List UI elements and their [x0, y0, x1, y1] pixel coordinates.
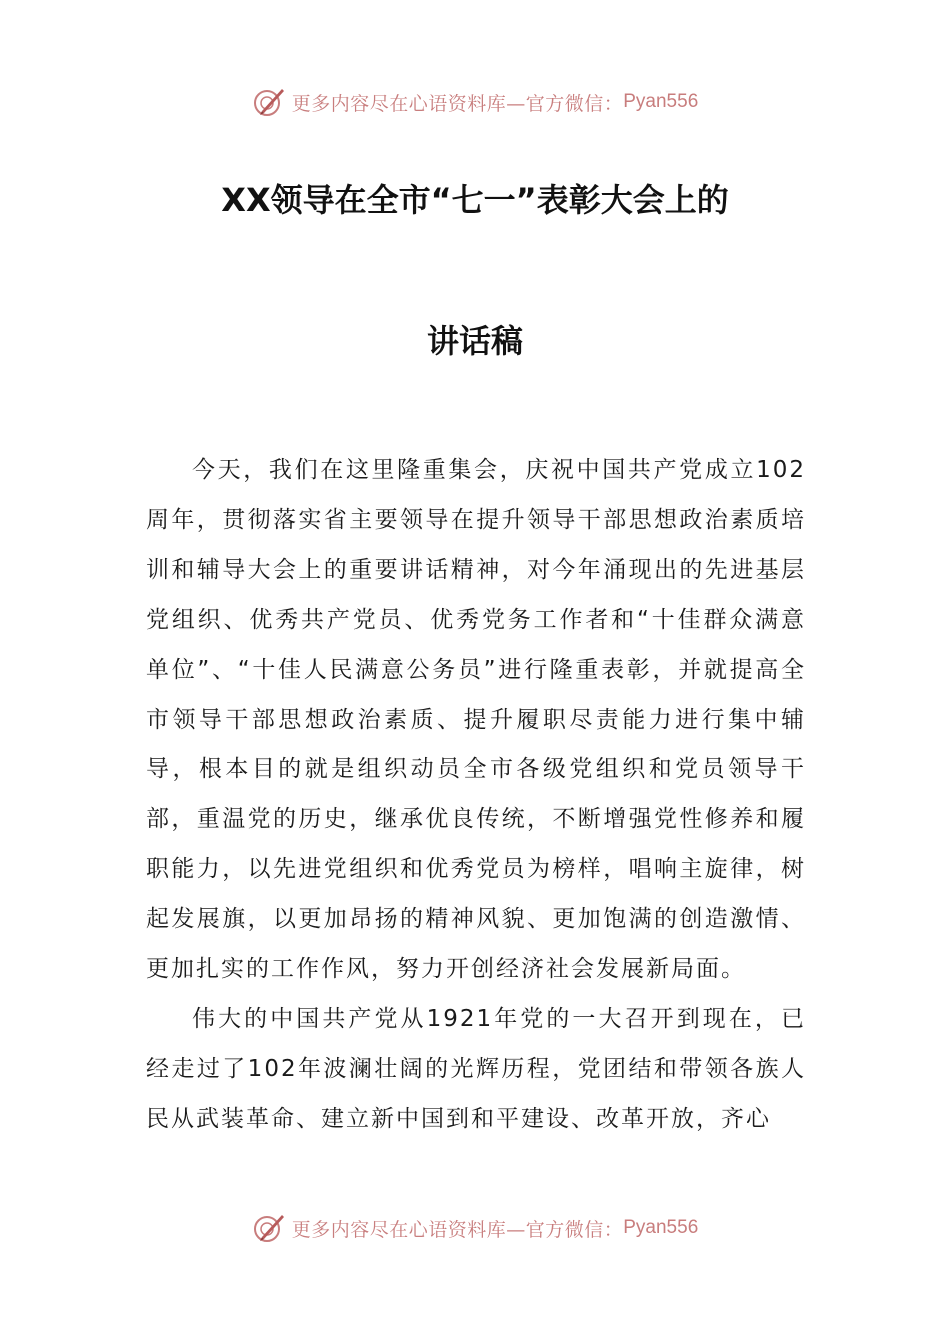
watermark-text: 更多内容尽在心语资料库—官方微信：: [291, 1218, 624, 1241]
watermark-text: 更多内容尽在心语资料库—官方微信：: [291, 92, 624, 115]
pen-logo-icon: [252, 85, 286, 119]
document-title-line-2: 讲话稿: [426, 322, 523, 360]
watermark-header: [0, 82, 950, 122]
document-title-line-1: XX领导在全市“七一”表彰大会上的: [221, 181, 729, 219]
watermark-wechat-id: Pyan556: [623, 91, 699, 112]
paragraph: 伟大的中国共产党从1921年党的一大召开到现在，已经走过了102年波澜壮阔的光辉历程，党团结和带领各族人民从武装革命、建立新中国到和平建设、改革开放，齐心: [146, 1005, 806, 1132]
pen-logo-icon: [252, 1211, 286, 1245]
document-body: [146, 446, 806, 1145]
watermark-footer: [0, 1208, 950, 1248]
paragraph: 今天，我们在这里隆重集会，庆祝中国共产党成立102周年，贯彻落实省主要领导在提升领导干部思想政治素质培训和辅导大会上的重要讲话精神，对今年涌现出的先进基层党组织、优秀共产党员、优秀党务工作者和“十佳群众满意单位”、“十佳人民满意公务员”进行隆重表彰，并就提高全市领导干部思想政治素质、提升履职尽责能力进行集中辅导，根本目的就是组织动员全市各级党组织和党员领导干部，重温党的历史，继承优良传统，不断增强党性修养和履职能力，以先进党组织和优秀党员为榜样，唱响主旋律，树起发展旗，以更加昂扬的精神风貌、更加饱满的创造激情、更加扎实的工作作风，努力开创经济社会发展新局面。: [146, 457, 806, 983]
watermark-wechat-id: Pyan556: [623, 1217, 699, 1238]
